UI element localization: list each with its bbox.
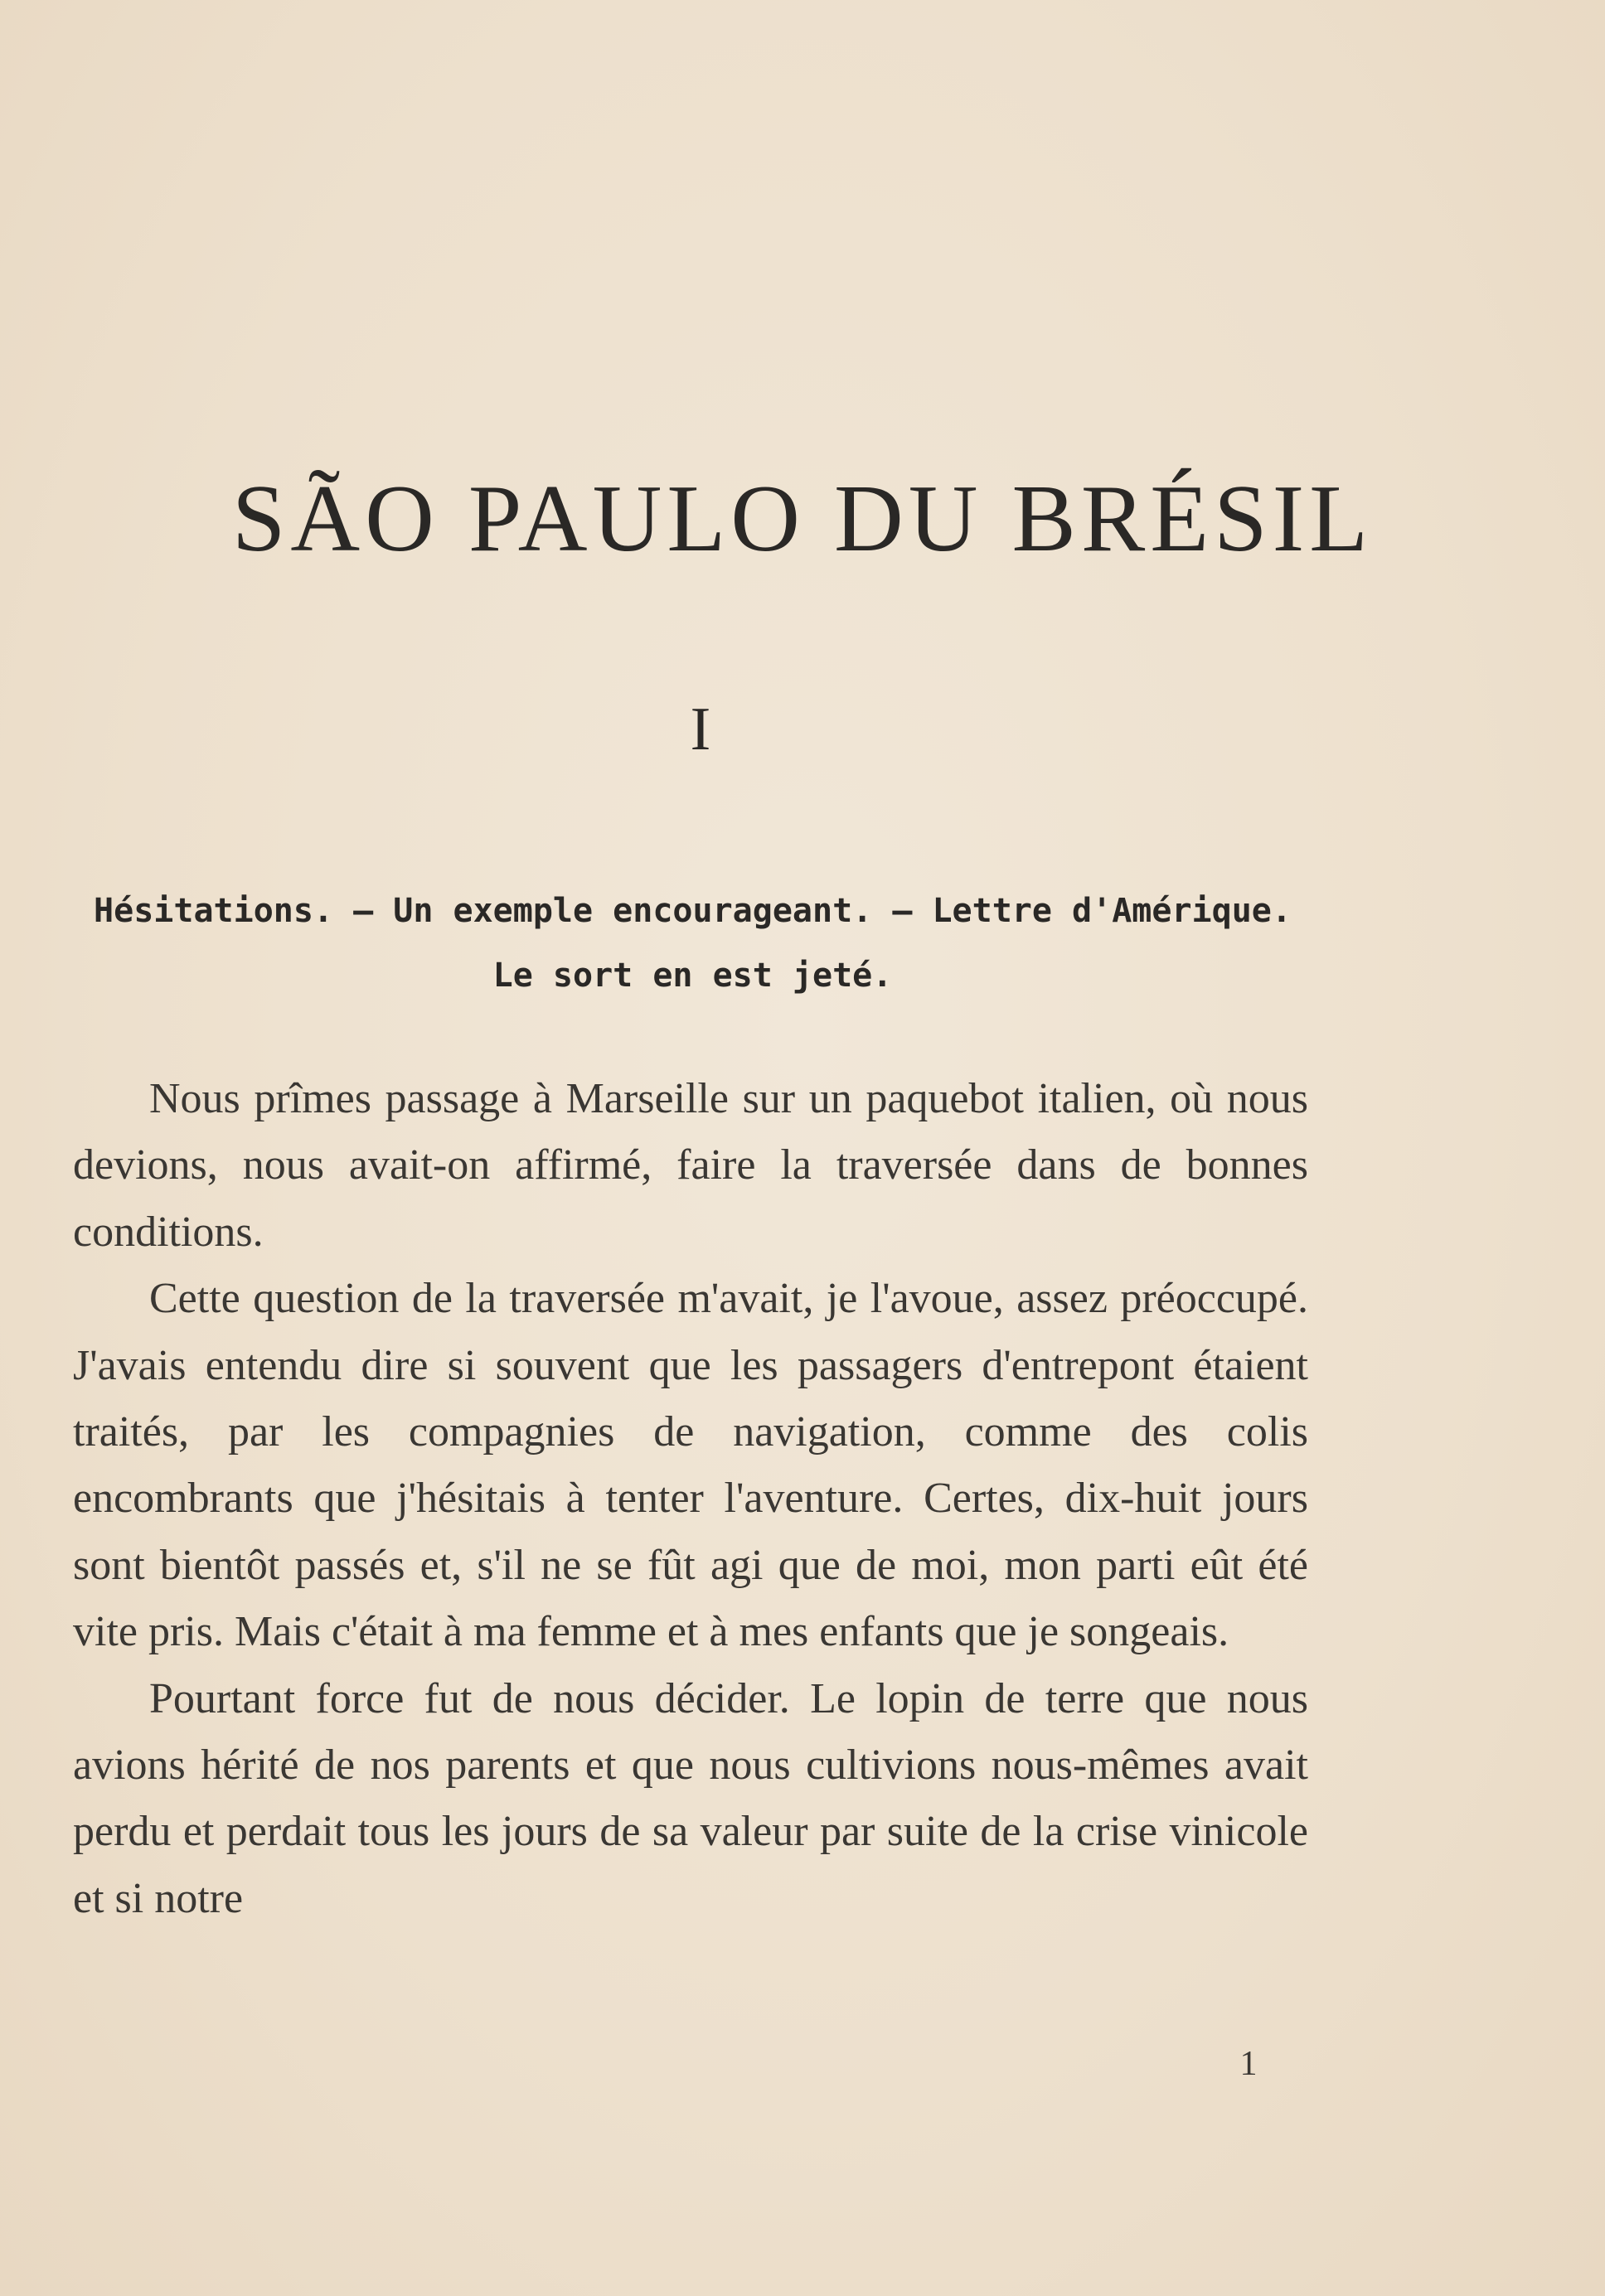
page-number: 1 [1239, 2045, 1258, 2083]
body-text [73, 1066, 1308, 1932]
paragraph: Cette question de la traversée m'avait, je l'avoue, assez préoccupé. J'avais entendu dire si souvent que les passagers d'entrepont étaient traités, par les compagnies de navigation, comme des colis encombrants que j'hésitais à tenter l'aventure. Certes, dix-huit jours sont bientôt passés et, s'il ne se fût agi que de moi, mon parti eût été vite pris. Mais c'était à ma femme et à mes enfants que je songeais. [73, 1275, 1308, 1656]
chapter-summary-line: Hésitations. — Un exemple encourageant. — Lettre d'Amérique. [94, 892, 1292, 930]
chapter-number: I [690, 695, 711, 763]
chapter-title: SÃO PAULO DU BRÉSIL [231, 466, 1374, 572]
paragraph: Nous prîmes passage à Marseille sur un paquebot italien, où nous devions, nous avait-on affirmé, faire la traversée dans de bonnes conditions. [73, 1075, 1308, 1256]
paragraph: Pourtant force fut de nous décider. Le lopin de terre que nous avions hérité de nos parents et que nous cultivions nous-mêmes avait perdu et perdait tous les jours de sa valeur par suite de la crise vinicole et si notre [73, 1674, 1308, 1922]
chapter-summary-line: Le sort en est jeté. [492, 957, 893, 995]
chapter-summary [73, 879, 1312, 1008]
